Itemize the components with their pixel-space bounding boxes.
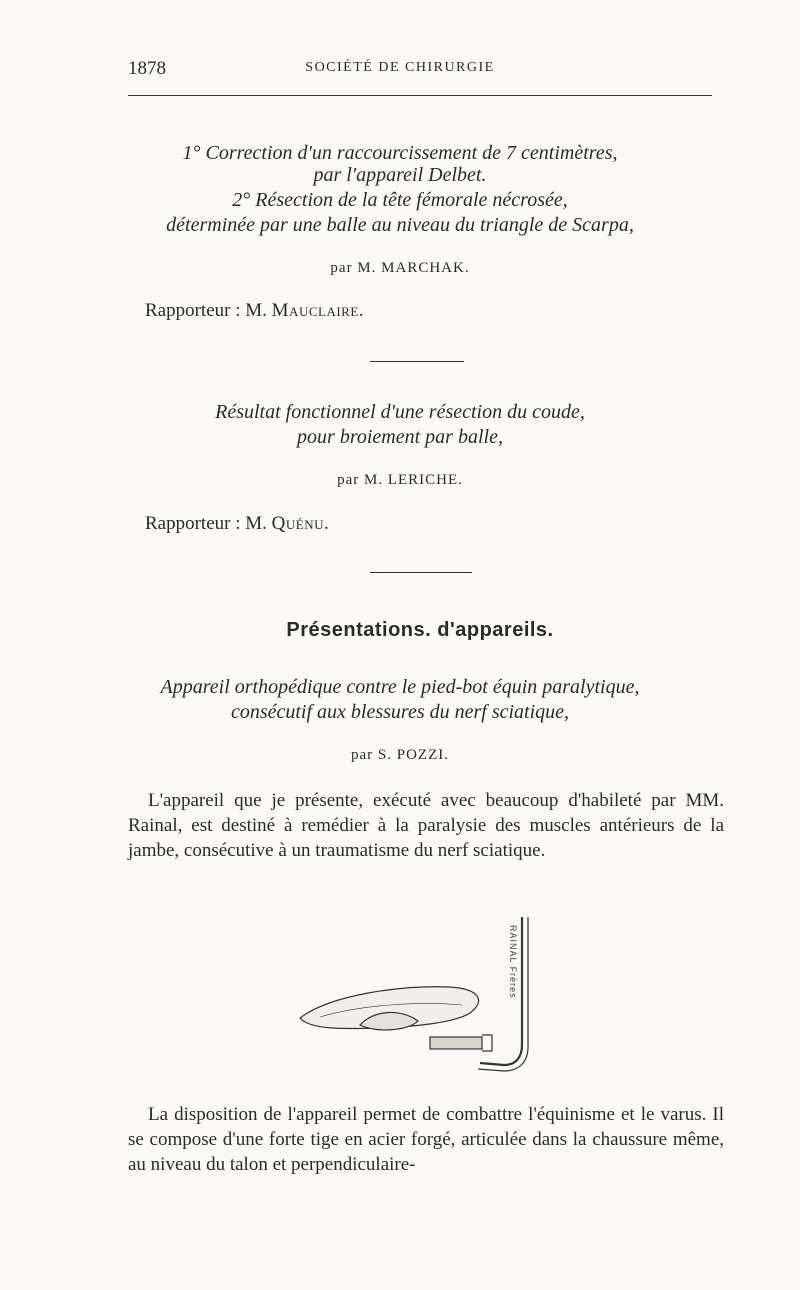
entry2-rapporteur [145, 513, 329, 535]
entry1-title-line4: déterminée par une balle au niveau du triangle de Scarpa, [166, 214, 634, 236]
body-paragraph [128, 1102, 724, 1177]
entry2-title-line2: pour broiement par balle, [297, 426, 503, 448]
rapporteur-label: Rapporteur : M. [145, 300, 267, 321]
entry2-byline: par M. LERICHE. [337, 472, 463, 488]
separator-rule [370, 572, 472, 573]
orthopedic-appliance-illustration [290, 905, 550, 1085]
page-number: 1878 [128, 58, 166, 79]
paragraph-text: L'appareil que je présente, exécuté avec beaucoup d'habileté par MM. Rainal, est destiné à remédier à la paralysie des muscles antérieurs de la jambe, consécutive à un traumatisme du nerf sciatique. [128, 790, 724, 861]
entry2-title-line1: Résultat fonctionnel d'une résection du coude, [215, 401, 585, 423]
entry1-title-line3: 2° Résection de la tête fémorale nécrosée, [232, 189, 568, 211]
header-rule [128, 95, 712, 96]
rapporteur-name: Quénu. [271, 513, 330, 534]
rapporteur-name: Mauclaire. [271, 300, 365, 321]
entry3-title-line1: Appareil orthopédique contre le pied-bot équin paralytique, [160, 676, 640, 698]
section-heading: Présentations. d'appareils. [286, 619, 554, 641]
rapporteur-label: Rapporteur : M. [145, 513, 267, 534]
paragraph-text: La disposition de l'appareil permet de combattre l'équinisme et le varus. Il se compose d'une forte tige en acier forgé, articulée dans la chaussure même, au niveau du talon et perpendiculaire- [128, 1104, 724, 1175]
engraver-signature: RAINAL Frères [508, 925, 518, 999]
entry3-byline: par S. POZZI. [351, 747, 449, 763]
separator-rule [370, 361, 464, 362]
body-paragraph [128, 788, 724, 863]
entry1-title-line1: 1° Correction d'un raccourcissement de 7 centimètres, [182, 142, 618, 164]
entry1-byline: par M. MARCHAK. [330, 260, 470, 276]
entry1-rapporteur [145, 300, 364, 322]
entry3-title-line2: consécutif aux blessures du nerf sciatique, [230, 701, 570, 723]
hinge-mechanism [430, 1037, 482, 1049]
running-title: SOCIÉTÉ DE CHIRURGIE [305, 60, 495, 75]
entry1-title-line2: par l'appareil Delbet. [313, 164, 487, 186]
